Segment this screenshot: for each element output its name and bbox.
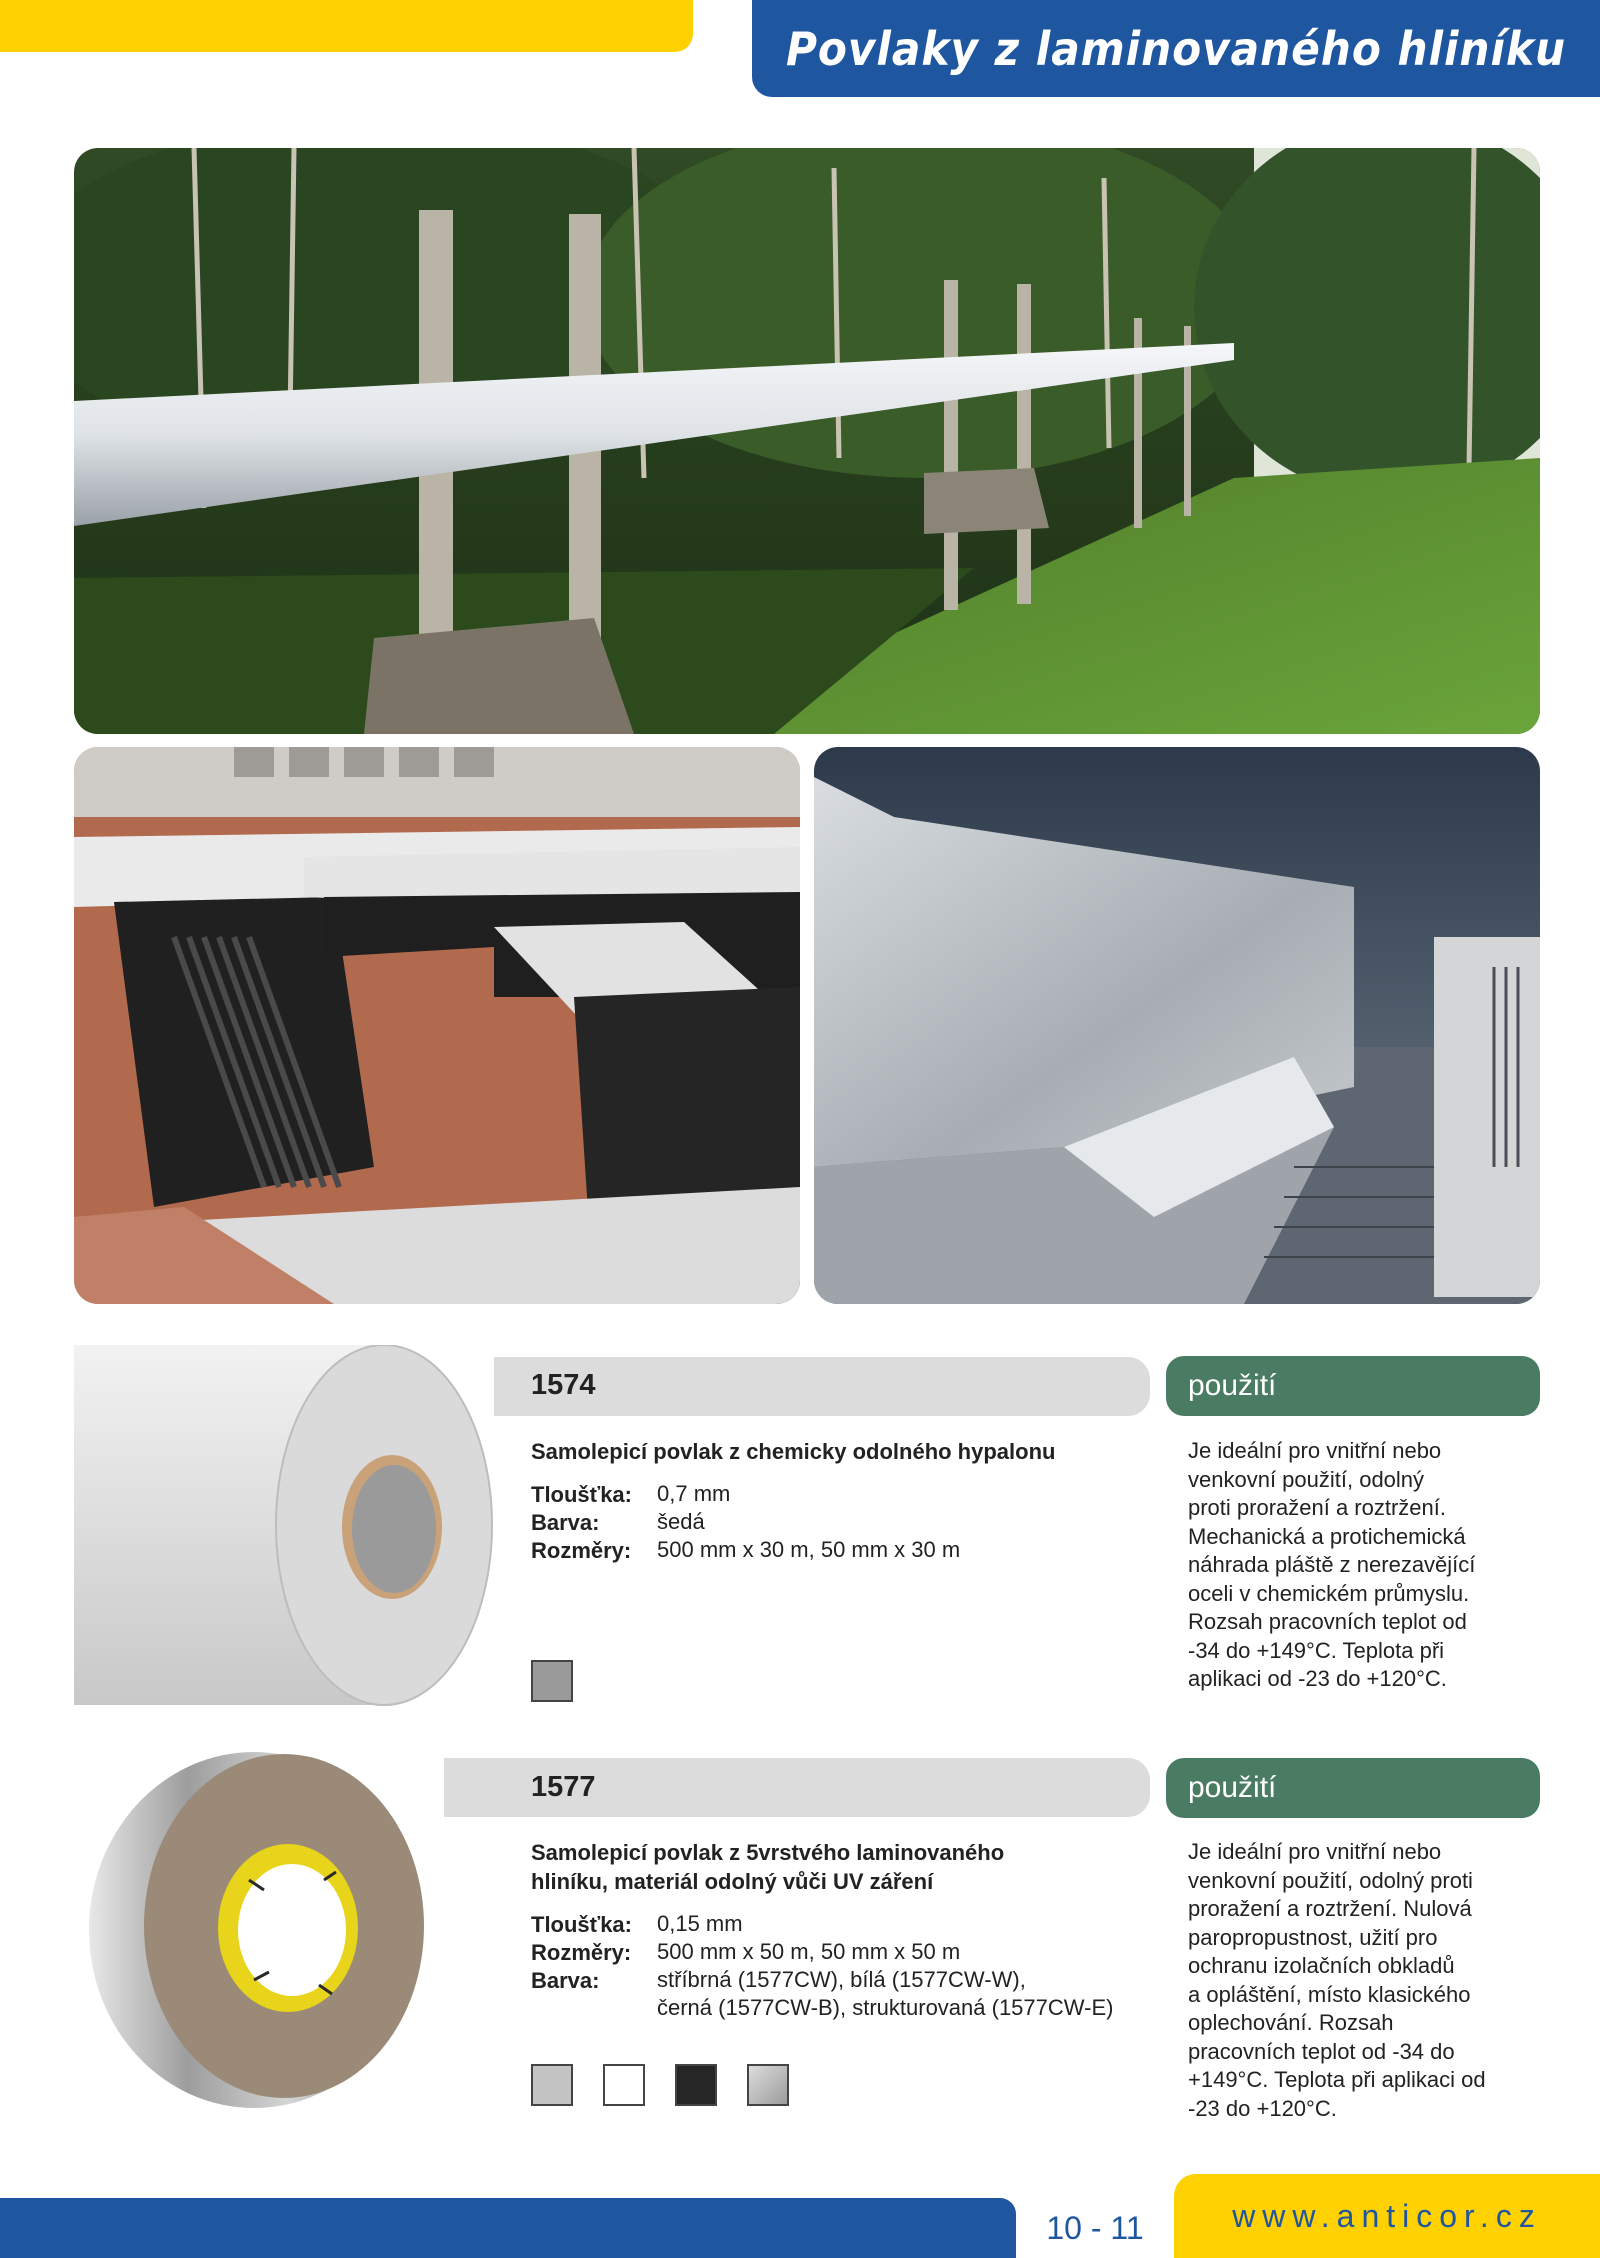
description-line: Samolepicí povlak z 5vrstvého laminovaného — [531, 1840, 1005, 1865]
pipeline-photo-illustration — [74, 148, 1540, 734]
spec-label: Barva: — [531, 1510, 600, 1535]
use-line: proražení a roztržení. Nulová — [1188, 1896, 1472, 1921]
use-line: aplikaci od -23 do +120°C. — [1188, 1666, 1447, 1691]
spec-label: Rozměry: — [531, 1940, 632, 1965]
product-1577-code: 1577 — [531, 1771, 596, 1803]
color-swatch-silver — [531, 2064, 573, 2106]
product-1577-description — [531, 1838, 1004, 1896]
product-1577-use-text — [1188, 1838, 1528, 2123]
spec-value: šedá — [657, 1509, 705, 1534]
spec-value: 0,15 mm — [657, 1911, 743, 1936]
use-line: oceli v chemickém průmyslu. — [1188, 1580, 1470, 1606]
use-line: paropropustnost, užití pro — [1188, 1924, 1438, 1950]
use-line: -23 do +120°C. — [1188, 2095, 1337, 2121]
use-line: +149°C. Teplota při aplikaci od — [1188, 2067, 1486, 2092]
use-line: proti proražení a roztržení. — [1188, 1495, 1447, 1520]
color-swatch-black — [675, 2064, 717, 2106]
pipeline-photo — [74, 148, 1540, 734]
product-1574-code: 1574 — [531, 1369, 596, 1401]
use-title: použití — [1188, 1771, 1277, 1804]
use-line: Je ideální pro vnitřní nebo — [1188, 1839, 1442, 1864]
header-yellow-band — [0, 0, 693, 52]
gray-tape-roll-image — [74, 1345, 494, 1718]
use-line: oplechování. Rozsah — [1188, 2010, 1394, 2035]
spec-value-continued: černá (1577CW-B), strukturovaná (1577CW-E) — [657, 1995, 1114, 2020]
use-line: venkovní použití, odolný — [1188, 1466, 1425, 1492]
use-line: Mechanická a protichemická — [1188, 1523, 1466, 1549]
spec-label: Rozměry: — [531, 1538, 632, 1563]
color-swatch-textured — [747, 2064, 789, 2106]
description-line: hliníku, materiál odolný vůči UV záření — [531, 1869, 934, 1894]
use-line: a opláštění, místo klasického — [1188, 1981, 1471, 2007]
spec-value: 500 mm x 30 m, 50 mm x 30 m — [657, 1537, 961, 1562]
spec-value: 500 mm x 50 m, 50 mm x 50 m — [657, 1939, 961, 1964]
color-swatch-gray — [531, 1660, 573, 1702]
aluminium-tape-roll-image — [74, 1740, 444, 2112]
spec-label: Tloušťka: — [531, 1912, 632, 1937]
product-1574-use-header — [1166, 1356, 1540, 1416]
use-line: ochranu izolačních obkladů — [1188, 1953, 1455, 1978]
use-line: venkovní použití, odolný proti — [1188, 1867, 1473, 1893]
page-number: 10 - 11 — [1046, 2209, 1144, 2246]
aluminium-duct-illustration — [814, 747, 1540, 1304]
spec-label: Barva: — [531, 1968, 600, 1993]
footer-blue-band — [0, 2198, 1016, 2258]
product-1574-use-text — [1188, 1437, 1528, 1694]
spec-label: Tloušťka: — [531, 1482, 632, 1507]
aluminium-duct-photo — [814, 747, 1540, 1304]
use-line: -34 do +149°C. Teplota při — [1188, 1637, 1445, 1663]
spec-value: 0,7 mm — [657, 1481, 731, 1506]
use-line: pracovních teplot od -34 do — [1188, 2038, 1455, 2064]
color-swatch-white — [603, 2064, 645, 2106]
spec-value: stříbrná (1577CW), bílá (1577CW-W), — [657, 1967, 1026, 1992]
use-title: použití — [1188, 1369, 1277, 1402]
product-1574-description: Samolepicí povlak z chemicky odolného hypalonu — [531, 1439, 1056, 1464]
use-line: Je ideální pro vnitřní nebo — [1188, 1438, 1442, 1463]
use-line: náhrada pláště z nerezavějící — [1188, 1552, 1476, 1577]
website-link[interactable]: www.anticor.cz — [1232, 2197, 1542, 2234]
use-line: Rozsah pracovních teplot od — [1188, 1609, 1467, 1634]
page-title: Povlaky z laminovaného hliníku — [785, 21, 1566, 76]
aluminium-tape-roll-illustration — [74, 1740, 444, 2112]
rooftop-duct-illustration — [74, 747, 800, 1304]
gray-tape-roll-illustration — [74, 1345, 494, 1718]
product-1577-use-header — [1166, 1758, 1540, 1818]
rooftop-duct-photo — [74, 747, 800, 1304]
